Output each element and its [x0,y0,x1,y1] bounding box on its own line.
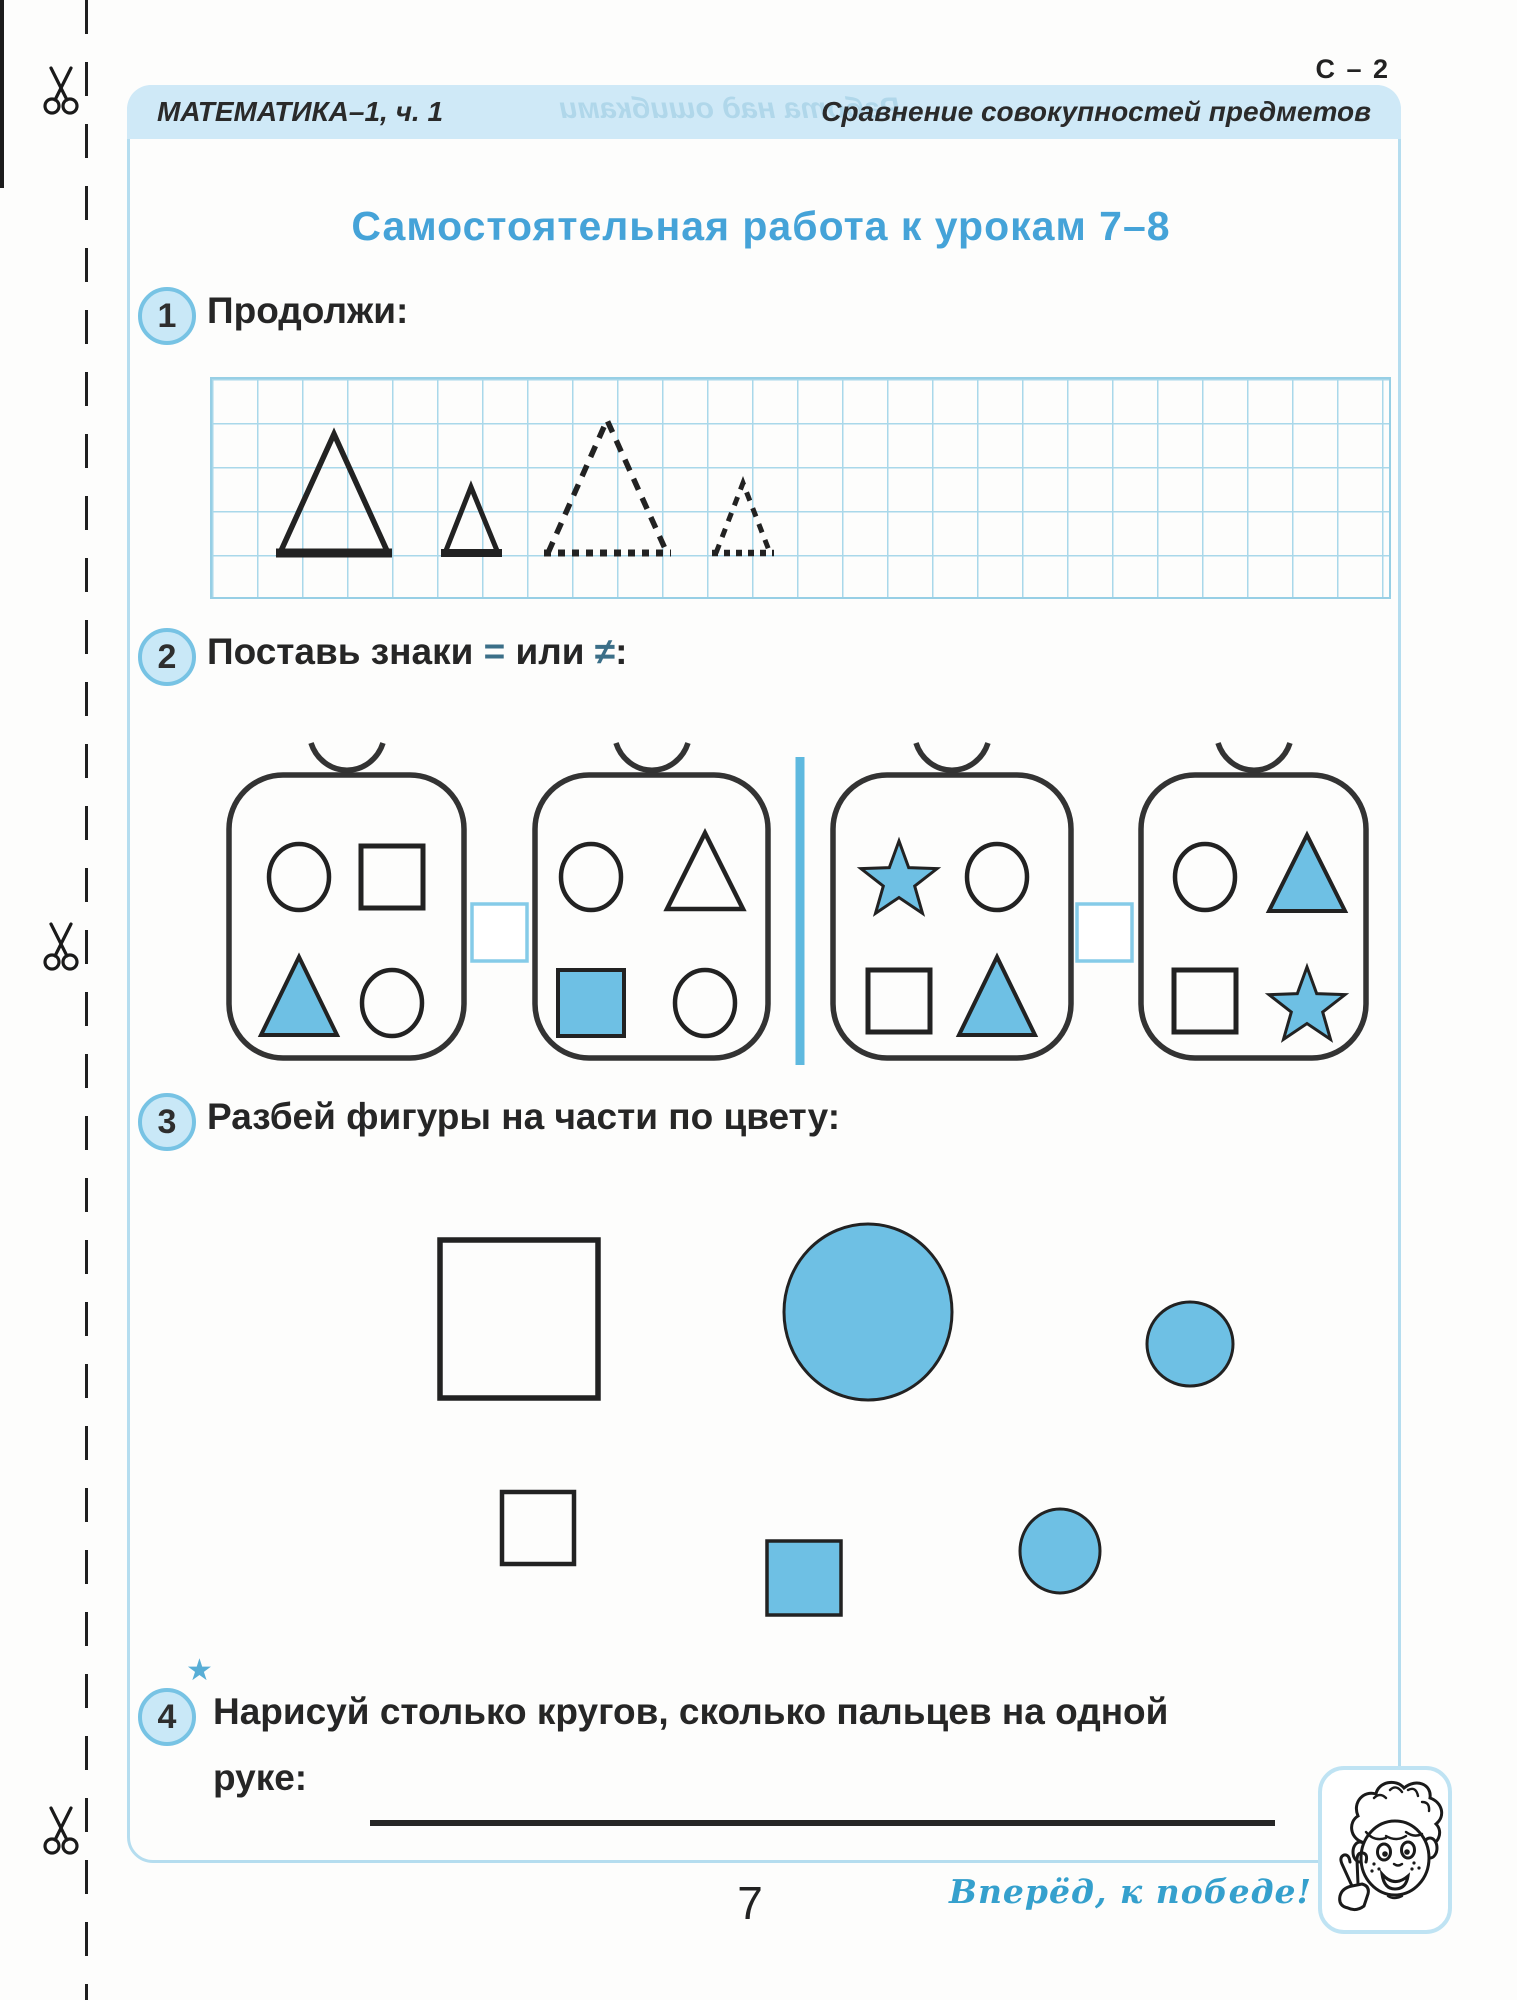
page-number: 7 [737,1877,763,1929]
task2-bags-scene [127,735,1395,1070]
triangle-large-dotted [548,420,667,553]
bag2-square-blue [558,970,624,1036]
task1-badge [138,287,196,345]
bag2-handle [616,743,688,770]
mascot-box [1318,1766,1452,1934]
white-square-large [440,1240,598,1398]
task1-number: 1 [157,296,177,335]
task3-shapes-scene [127,1180,1395,1650]
equals-sign: = [483,631,506,672]
task2-label [207,631,627,673]
task2-label-prefix: Поставь знаки [207,631,474,672]
footer-motto: Вперёд, к победе! [949,1872,1312,1911]
triangle-small-dotted [716,483,770,553]
answer-box-2 [1077,904,1132,961]
bleed-through-text: Работа над ошибками [559,92,901,125]
blue-square-small [767,1541,841,1615]
not-equals-sign: ≠ [594,631,616,672]
bag3-handle [916,743,988,770]
bag4-handle [1218,743,1290,770]
scissors-icon [38,918,84,974]
task2-colon: : [615,631,628,672]
task2-or-word: или [515,631,585,672]
task4-label-line2: руке: [213,1757,308,1798]
task4-number: 4 [157,1697,177,1736]
difficulty-star-icon: ★ [186,1654,213,1687]
white-square-small [502,1492,574,1564]
task2-number: 2 [157,637,177,676]
task1-label: Продолжи: [207,290,409,331]
header-course: МАТЕМАТИКА–1, ч. 1 [157,96,444,127]
task3-number: 3 [157,1102,177,1141]
blue-circle-large [784,1224,952,1400]
scan-edge-artifact [0,0,4,188]
task4-badge [138,1688,196,1746]
scissors-icon [38,1802,84,1858]
task1-pattern-drawing [210,377,1391,599]
sheet-code: С – 2 [1315,54,1390,84]
mascot-hand [1340,1884,1369,1910]
answer-line [370,1820,1275,1826]
cut-dashed-line [85,0,88,2000]
task3-badge [138,1093,196,1151]
mascot-boy-illustration [1322,1770,1448,1930]
blue-circle-medium [1020,1509,1100,1593]
header-topic: Сравнение совокупностей предметов [821,96,1371,127]
triangle-small-solid [445,487,498,553]
bag1-handle [311,743,383,770]
page-title: Самостоятельная работа к урокам 7–8 [351,203,1171,249]
task3-label: Разбей фигуры на части по цвету: [207,1096,841,1137]
triangle-large-solid [280,434,388,553]
task4-label-line1: Нарисуй столько кругов, сколько пальцев на одной [213,1691,1169,1732]
bag-1 [229,775,464,1058]
task2-badge [138,628,196,686]
answer-box-1 [472,904,527,961]
blue-circle-small [1147,1302,1233,1386]
scissors-icon [38,62,84,118]
